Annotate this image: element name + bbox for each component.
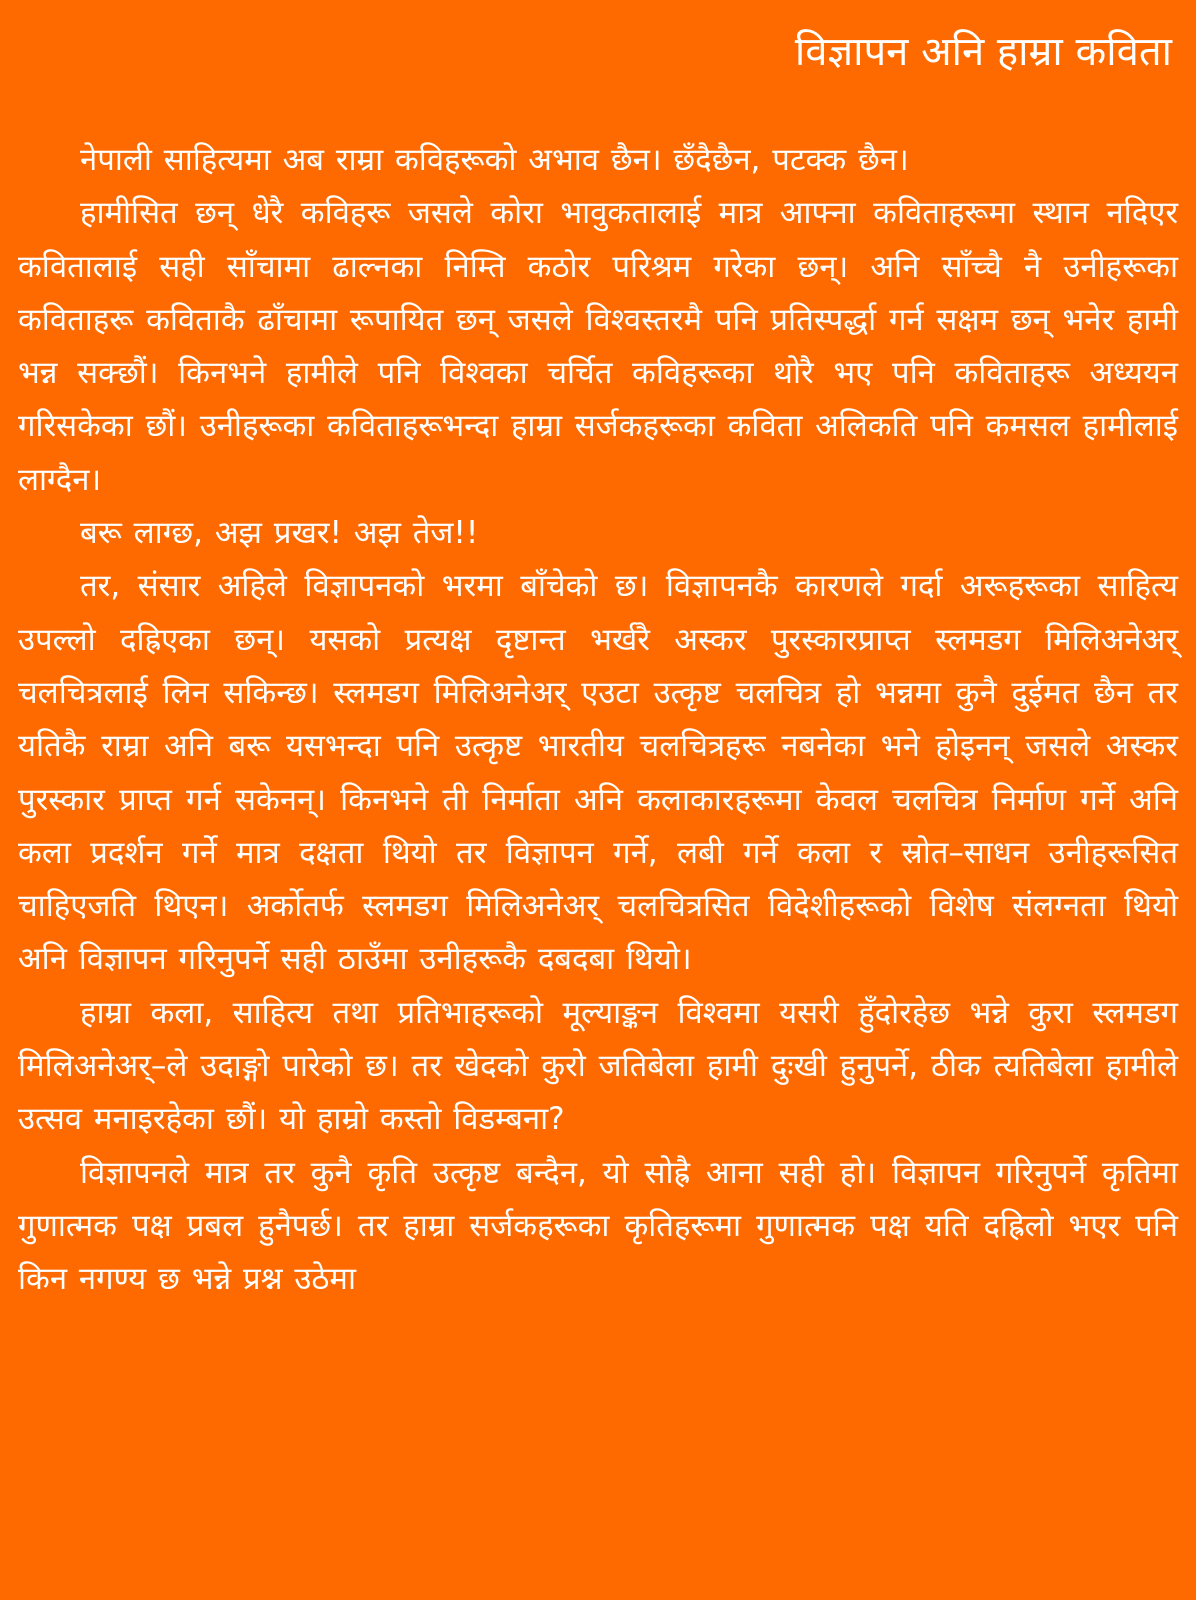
- paragraph-2: हामीसित छन् धेरै कविहरू जसले कोरा भावुकतालाई मात्र आफ्ना कविताहरूमा स्थान नदिएर कवितालाई सही साँचामा ढाल्नका निम्ति कठोर परिश्रम गरेका छन्। अनि साँच्चै नै उनीहरूका कविताहरू कविताकै ढाँचामा रूपायित छन् जसले विश्वस्तरमै पनि प्रतिस्पर्द्धा गर्न सक्षम छन् भनेर हामी भन्न सक्छौं। किनभने हामीले पनि विश्वका चर्चित कविहरूका थोरै भए पनि कविताहरू अध्ययन गरिसकेका छौं। उनीहरूका कविताहरूभन्दा हाम्रा सर्जकहरूका कविता अलिकति पनि कमसल हामीलाई लाग्दैन।: [18, 195, 1178, 498]
- paragraph-3: बरू लाग्छ, अझ प्रखर! अझ तेज!!: [80, 515, 479, 552]
- paragraph-6: विज्ञापनले मात्र तर कुनै कृति उत्कृष्ट बन्दैन, यो सोह्रै आना सही हो। विज्ञापन गरिनुपर्ने कृतिमा गुणात्मक पक्ष प्रबल हुनैपर्छ। तर हाम्रा सर्जकहरूका कृतिहरूमा गुणात्मक पक्ष यति दह्रिलो भएर पनि किन नगण्य छ भन्ने प्रश्न उठेमा: [18, 1154, 1178, 1298]
- article-body: [18, 134, 1178, 1307]
- paragraph-5: हाम्रा कला, साहित्य तथा प्रतिभाहरूको मूल्याङ्कन विश्वमा यसरी हुँदोरहेछ भन्ने कुरा स्लमडग मिलिअनेअर्–ले उदाङ्गो पारेको छ। तर खेदको कुरो जतिबेला हामी दुःखी हुनुपर्ने, ठीक त्यतिबेला हामीले उत्सव मनाइरहेका छौं। यो हाम्रो कस्तो विडम्बना?: [18, 994, 1178, 1138]
- paragraph-4: तर, संसार अहिले विज्ञापनको भरमा बाँचेको छ। विज्ञापनकै कारणले गर्दा अरूहरूका साहित्य उपल्लो दह्रिएका छन्। यसको प्रत्यक्ष दृष्टान्त भर्खरै अस्कर पुरस्कारप्राप्त स्लमडग मिलिअनेअर् चलचित्रलाई लिन सकिन्छ। स्लमडग मिलिअनेअर् एउटा उत्कृष्ट चलचित्र हो भन्नमा कुनै दुईमत छैन तर यतिकै राम्रा अनि बरू यसभन्दा पनि उत्कृष्ट भारतीय चलचित्रहरू नबनेका भने होइनन् जसले अस्कर पुरस्कार प्राप्त गर्न सकेनन्। किनभने ती निर्माता अनि कलाकारहरूमा केवल चलचित्र निर्माण गर्ने अनि कला प्रदर्शन गर्ने मात्र दक्षता थियो तर विज्ञापन गर्ने, लबी गर्ने कला र स्रोत–साधन उनीहरूसित चाहिएजति थिएन। अर्कोतर्फ स्लमडग मिलिअनेअर् चलचित्रसित विदेशीहरूको विशेष संलग्नता थियो अनि विज्ञापन गरिनुपर्ने सही ठाउँमा उनीहरूकै दबदबा थियो।: [18, 568, 1178, 978]
- page-title: विज्ञापन अनि हाम्रा कविता: [794, 29, 1172, 75]
- paragraph-1: नेपाली साहित्यमा अब राम्रा कविहरूको अभाव छैन। छँदैछैन, पटक्क छैन।: [80, 142, 909, 178]
